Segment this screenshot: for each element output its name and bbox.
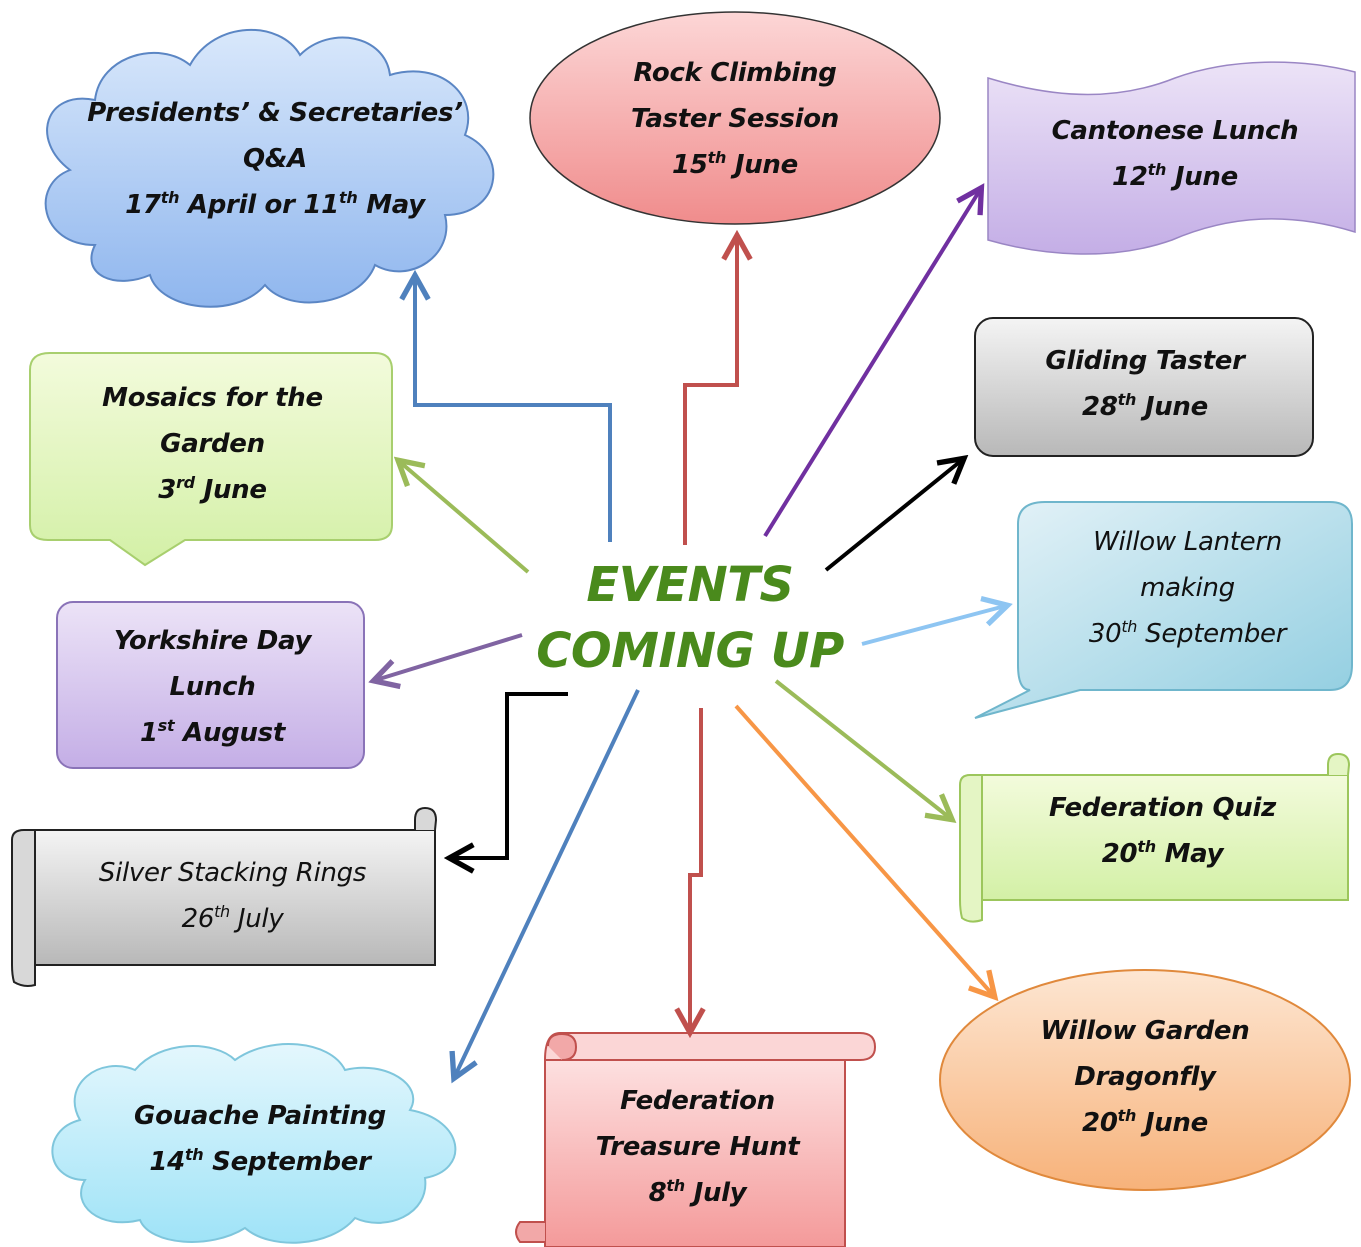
event-treasure (550, 1078, 845, 1216)
connector-treasure (690, 708, 701, 1030)
event-date: 1st August (140, 716, 285, 748)
event-title: Gliding Taster (1045, 346, 1245, 376)
event-date: 30th September (1088, 617, 1287, 649)
event-title: Yorkshire Day (113, 626, 312, 656)
event-date: 20th June (1082, 1106, 1208, 1138)
event-date: 12th June (1112, 160, 1238, 192)
center-title-line1: EVENTS (586, 557, 794, 613)
event-date: 26th July (181, 902, 284, 934)
event-date: 15th June (672, 148, 798, 180)
event-quiz (1000, 785, 1325, 877)
event-title: Taster Session (630, 104, 839, 134)
event-title: Garden (160, 429, 265, 459)
event-date: 17th April or 11th May (125, 188, 425, 220)
event-title: Silver Stacking Rings (98, 858, 367, 888)
event-title: Federation Quiz (1049, 793, 1276, 823)
connector-willow-lantern (862, 606, 1005, 644)
event-title: Willow Garden (1040, 1016, 1250, 1046)
connector-rock (685, 238, 737, 545)
event-title: Mosaics for the (102, 383, 323, 413)
event-title: Rock Climbing (633, 58, 837, 88)
event-silver (50, 850, 415, 942)
event-gouache (100, 1093, 420, 1185)
connector-silver (452, 694, 568, 858)
event-date: 28th June (1082, 390, 1208, 422)
event-cantonese (1020, 108, 1330, 200)
event-title: Cantonese Lunch (1051, 116, 1299, 146)
event-rock-climbing (580, 50, 890, 188)
center-title (500, 552, 880, 684)
event-title: Treasure Hunt (595, 1132, 800, 1162)
event-mosaics (60, 375, 365, 513)
connector-gouache (455, 690, 638, 1076)
connector-quiz (776, 681, 950, 818)
event-title: Gouache Painting (134, 1101, 386, 1131)
event-title: Federation (620, 1086, 775, 1116)
event-title: Presidents’ & Secretaries’ (87, 98, 463, 128)
event-title: Q&A (243, 144, 307, 174)
event-title: Lunch (169, 672, 256, 702)
connector-cantonese (765, 190, 980, 536)
center-title-line2: COMING UP (536, 623, 844, 679)
event-yorkshire (65, 618, 360, 756)
event-willow-lantern (1035, 519, 1340, 657)
event-qa (60, 90, 490, 228)
event-dragonfly (995, 1008, 1295, 1146)
event-title: Willow Lantern (1093, 527, 1282, 557)
event-date: 14th September (149, 1145, 371, 1177)
event-date: 20th May (1101, 837, 1224, 869)
event-date: 3rd June (158, 473, 267, 505)
event-gliding (990, 338, 1300, 430)
event-date: 8th July (648, 1176, 747, 1208)
event-title: making (1140, 573, 1235, 603)
event-title: Dragonfly (1074, 1062, 1216, 1092)
